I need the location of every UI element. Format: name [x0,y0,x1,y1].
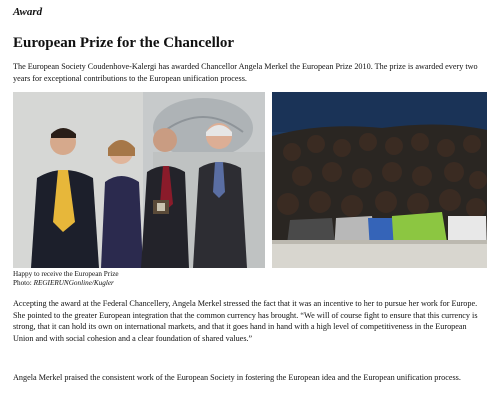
photo-credit-name: REGIERUNGonline/Kugler [33,279,114,287]
body-paragraph-1: Accepting the award at the Federal Chancellery, Angela Merkel stressed the fact that it was an incentive to her to pursue her work for Europe. She pointed to the greater European integration that the common currency has brought. “We will of course fight to ensure that this currency is strong, that it can hold its own on international markets, and that it goes hand in hand with a high level of competitiveness in the European Union and with social cohesion and a clear foundation of shared values.” [13,299,478,343]
photo-credit-label: Photo: [13,279,34,287]
caption-text: Happy to receive the European Prize [13,270,119,278]
article-intro: The European Society Coudenhove-Kalergi has awarded Chancellor Angela Merkel the European Prize 2010. The prize is awarded every two years for exceptional contributions to the European unification process. [13,62,478,83]
section-kicker: Award [13,6,43,18]
award-ceremony-photo [13,92,265,268]
migrant-boat-photo [272,92,487,268]
migrant-boat-illustration [272,92,487,268]
article-title: European Prize for the Chancellor [13,35,235,51]
award-ceremony-illustration [13,92,265,268]
body-paragraph-2: Angela Merkel praised the consistent work of the European Society in fostering the European idea and the European unification process. [13,373,461,382]
photo-caption [13,270,265,288]
photo-credit [13,279,265,288]
